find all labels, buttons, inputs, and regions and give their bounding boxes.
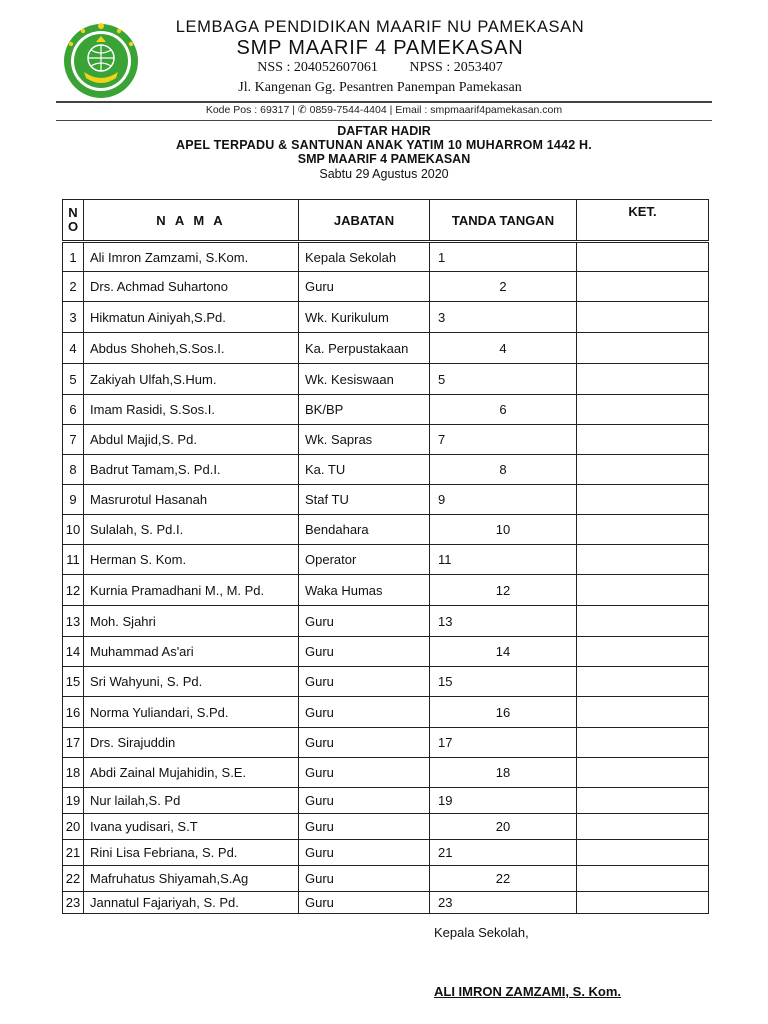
row-position: Guru [299, 814, 430, 840]
row-number: 21 [63, 840, 84, 866]
row-signature: 20 [430, 814, 577, 840]
row-position: BK/BP [299, 395, 430, 425]
attendance-rows [63, 242, 709, 914]
signature-name: ALI IMRON ZAMZAMI, S. Kom. [434, 984, 622, 999]
table-row [63, 272, 709, 302]
row-signature: 22 [430, 866, 577, 892]
row-number: 20 [63, 814, 84, 840]
row-number: 6 [63, 395, 84, 425]
row-note [577, 697, 709, 728]
row-signature: 4 [430, 333, 577, 364]
row-position: Guru [299, 697, 430, 728]
row-position: Guru [299, 728, 430, 758]
row-number: 16 [63, 697, 84, 728]
row-position: Wk. Kesiswaan [299, 364, 430, 395]
npss-number: NPSS : 2053407 [409, 60, 503, 75]
row-signature: 21 [430, 840, 577, 866]
row-number: 15 [63, 667, 84, 697]
row-note [577, 788, 709, 814]
row-note [577, 302, 709, 333]
row-signature: 11 [430, 545, 577, 575]
row-note [577, 242, 709, 272]
row-name: Badrut Tamam,S. Pd.I. [84, 455, 299, 485]
nss-number: NSS : 204052607061 [257, 60, 378, 75]
row-note [577, 840, 709, 866]
row-name: Drs. Sirajuddin [84, 728, 299, 758]
row-signature: 3 [430, 302, 577, 333]
row-note [577, 395, 709, 425]
row-position: Guru [299, 606, 430, 637]
row-note [577, 425, 709, 455]
row-position: Guru [299, 272, 430, 302]
table-row [63, 758, 709, 788]
row-note [577, 272, 709, 302]
row-name: Kurnia Pramadhani M., M. Pd. [84, 575, 299, 606]
row-number: 13 [63, 606, 84, 637]
row-number: 22 [63, 866, 84, 892]
row-name: Masrurotul Hasanah [84, 485, 299, 515]
row-name: Hikmatun Ainiyah,S.Pd. [84, 302, 299, 333]
row-name: Sulalah, S. Pd.I. [84, 515, 299, 545]
row-position: Guru [299, 892, 430, 914]
row-note [577, 866, 709, 892]
row-position: Operator [299, 545, 430, 575]
row-note [577, 667, 709, 697]
row-name: Norma Yuliandari, S.Pd. [84, 697, 299, 728]
document-title: DAFTAR HADIR [337, 124, 431, 138]
row-note [577, 758, 709, 788]
row-number: 9 [63, 485, 84, 515]
row-position: Staf TU [299, 485, 430, 515]
table-row [63, 395, 709, 425]
header-tanda-tangan: TANDA TANGAN [430, 200, 577, 242]
table-row [63, 515, 709, 545]
row-name: Muhammad As'ari [84, 637, 299, 667]
row-name: Rini Lisa Febriana, S. Pd. [84, 840, 299, 866]
table-row [63, 728, 709, 758]
table-row [63, 840, 709, 866]
table-header-row [63, 200, 709, 242]
row-signature: 6 [430, 395, 577, 425]
row-position: Guru [299, 788, 430, 814]
row-number: 5 [63, 364, 84, 395]
row-name: Abdul Majid,S. Pd. [84, 425, 299, 455]
row-name: Mafruhatus Shiyamah,S.Ag [84, 866, 299, 892]
row-number: 19 [63, 788, 84, 814]
table-row [63, 425, 709, 455]
row-name: Sri Wahyuni, S. Pd. [84, 667, 299, 697]
row-position: Ka. TU [299, 455, 430, 485]
row-position: Wk. Sapras [299, 425, 430, 455]
row-number: 17 [63, 728, 84, 758]
row-note [577, 515, 709, 545]
row-number: 7 [63, 425, 84, 455]
table-row [63, 814, 709, 840]
registration-numbers [150, 60, 610, 76]
row-position: Guru [299, 840, 430, 866]
row-signature: 8 [430, 455, 577, 485]
row-name: Abdus Shoheh,S.Sos.I. [84, 333, 299, 364]
row-number: 3 [63, 302, 84, 333]
header-nama: N A M A [84, 200, 299, 242]
row-number: 2 [63, 272, 84, 302]
event-date: Sabtu 29 Agustus 2020 [319, 167, 449, 181]
row-note [577, 333, 709, 364]
row-position: Bendahara [299, 515, 430, 545]
row-signature: 17 [430, 728, 577, 758]
row-signature: 5 [430, 364, 577, 395]
table-row [63, 667, 709, 697]
row-number: 1 [63, 242, 84, 272]
row-number: 18 [63, 758, 84, 788]
signature-role: Kepala Sekolah, [434, 925, 529, 940]
row-signature: 1 [430, 242, 577, 272]
row-name: Nur lailah,S. Pd [84, 788, 299, 814]
header-jabatan: JABATAN [299, 200, 430, 242]
table-row [63, 545, 709, 575]
row-signature: 23 [430, 892, 577, 914]
row-position: Wk. Kurikulum [299, 302, 430, 333]
row-name: Drs. Achmad Suhartono [84, 272, 299, 302]
row-signature: 15 [430, 667, 577, 697]
table-row [63, 697, 709, 728]
table-row [63, 364, 709, 395]
row-position: Guru [299, 758, 430, 788]
event-title: APEL TERPADU & SANTUNAN ANAK YATIM 10 MUHARROM 1442 H. [176, 138, 592, 152]
row-position: Guru [299, 866, 430, 892]
row-position: Guru [299, 637, 430, 667]
row-note [577, 575, 709, 606]
row-name: Abdi Zainal Mujahidin, S.E. [84, 758, 299, 788]
document-titles [0, 124, 768, 182]
row-signature: 18 [430, 758, 577, 788]
letterhead-divider [56, 101, 712, 103]
table-row [63, 866, 709, 892]
row-number: 11 [63, 545, 84, 575]
row-note [577, 485, 709, 515]
row-number: 14 [63, 637, 84, 667]
row-name: Herman S. Kom. [84, 545, 299, 575]
attendance-table [62, 199, 709, 914]
row-note [577, 364, 709, 395]
school-name: SMP MAARIF 4 PAMEKASAN [236, 37, 524, 59]
row-name: Ivana yudisari, S.T [84, 814, 299, 840]
row-name: Ali Imron Zamzami, S.Kom. [84, 242, 299, 272]
row-number: 10 [63, 515, 84, 545]
table-row [63, 637, 709, 667]
school-logo [58, 22, 144, 100]
row-signature: 13 [430, 606, 577, 637]
table-row [63, 606, 709, 637]
letterhead [0, 0, 768, 125]
header-ket: KET. [577, 200, 709, 242]
table-row [63, 575, 709, 606]
row-number: 23 [63, 892, 84, 914]
row-note [577, 637, 709, 667]
table-row [63, 485, 709, 515]
row-position: Ka. Perpustakaan [299, 333, 430, 364]
institution-name: LEMBAGA PENDIDIKAN MAARIF NU PAMEKASAN [175, 18, 585, 36]
row-note [577, 606, 709, 637]
school-address: Jl. Kangenan Gg. Pesantren Panempan Pamekasan [238, 80, 522, 95]
header-no: N O [63, 200, 84, 242]
school-title: SMP MAARIF 4 PAMEKASAN [297, 152, 471, 166]
row-number: 4 [63, 333, 84, 364]
row-note [577, 728, 709, 758]
row-note [577, 892, 709, 914]
table-row [63, 333, 709, 364]
table-row [63, 302, 709, 333]
row-note [577, 545, 709, 575]
table-row [63, 242, 709, 272]
row-note [577, 814, 709, 840]
row-position: Waka Humas [299, 575, 430, 606]
table-row [63, 892, 709, 914]
row-signature: 10 [430, 515, 577, 545]
row-name: Jannatul Fajariyah, S. Pd. [84, 892, 299, 914]
row-signature: 2 [430, 272, 577, 302]
row-position: Kepala Sekolah [299, 242, 430, 272]
row-signature: 7 [430, 425, 577, 455]
row-signature: 19 [430, 788, 577, 814]
row-signature: 16 [430, 697, 577, 728]
row-name: Imam Rasidi, S.Sos.I. [84, 395, 299, 425]
row-name: Moh. Sjahri [84, 606, 299, 637]
row-signature: 12 [430, 575, 577, 606]
letterhead-divider-bottom [56, 120, 712, 121]
row-number: 12 [63, 575, 84, 606]
row-number: 8 [63, 455, 84, 485]
table-row [63, 455, 709, 485]
row-position: Guru [299, 667, 430, 697]
row-name: Zakiyah Ulfah,S.Hum. [84, 364, 299, 395]
contact-info: Kode Pos : 69317 | ✆ 0859-7544-4404 | Email : smpmaarif4pamekasan.com [205, 104, 563, 116]
row-signature: 14 [430, 637, 577, 667]
row-signature: 9 [430, 485, 577, 515]
table-row [63, 788, 709, 814]
row-note [577, 455, 709, 485]
